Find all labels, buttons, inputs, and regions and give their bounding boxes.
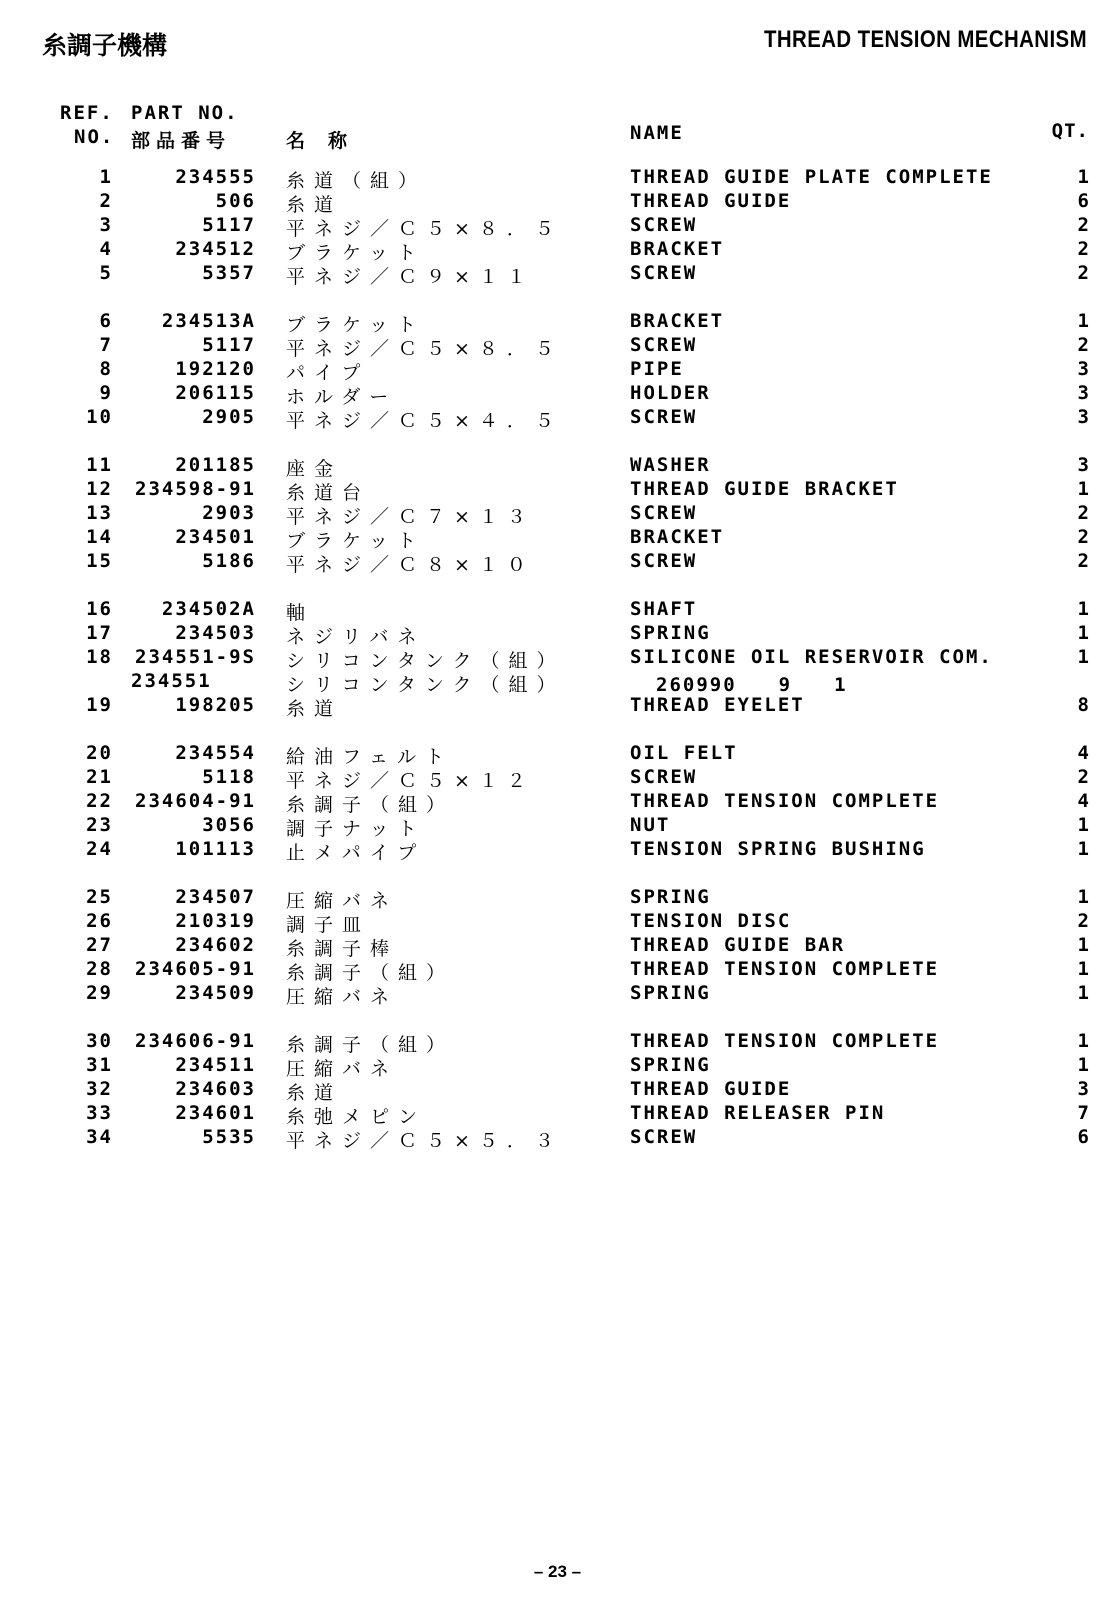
jp-name: 平ネジ／Ｃ８×１０	[286, 554, 535, 576]
table-row	[0, 694, 1115, 718]
jp-name: 糸調子（組）	[286, 962, 455, 984]
jp-name: 糸道	[286, 1082, 343, 1104]
header-part-line1: PART NO.	[131, 102, 239, 124]
parts-table	[0, 166, 1115, 1174]
table-row	[0, 1102, 1115, 1126]
part-name: TENSION SPRING BUSHING	[630, 838, 926, 860]
part-name: WASHER	[630, 454, 711, 476]
jp-name: 糸弛メピン	[286, 1106, 427, 1128]
quantity: 4	[1077, 790, 1089, 812]
part-name: SHAFT	[630, 598, 698, 620]
jp-name: 糸道	[286, 194, 343, 216]
part-name: THREAD GUIDE	[630, 1078, 792, 1100]
header-jp-name: 名 称	[286, 130, 350, 152]
part-no: 234512	[175, 238, 256, 260]
part-name: SPRING	[630, 622, 711, 644]
row-group	[0, 742, 1115, 862]
row-group	[0, 454, 1115, 574]
part-name: SCREW	[630, 766, 698, 788]
table-row	[0, 1054, 1115, 1078]
quantity: 6	[1077, 1126, 1089, 1148]
part-no: 234503	[175, 622, 256, 644]
row-group	[0, 310, 1115, 430]
quantity: 1	[1077, 598, 1089, 620]
part-no: 2903	[202, 502, 256, 524]
jp-name: 平ネジ／Ｃ７×１３	[286, 506, 535, 528]
part-no: 101113	[175, 838, 256, 860]
ref-no: 16	[86, 598, 113, 620]
jp-name: 座金	[286, 458, 343, 480]
ref-no: 6	[99, 310, 113, 332]
ref-no: 10	[86, 406, 113, 428]
jp-name: 給油フェルト	[286, 746, 454, 768]
jp-name: 糸道（組）	[286, 170, 427, 192]
part-name: 260990 9 1	[656, 674, 848, 696]
ref-no: 32	[86, 1078, 113, 1100]
row-group	[0, 166, 1115, 286]
table-row	[0, 1078, 1115, 1102]
quantity: 1	[1077, 478, 1089, 500]
ref-no: 22	[86, 790, 113, 812]
ref-no: 3	[99, 214, 113, 236]
table-row	[0, 310, 1115, 334]
table-row	[0, 526, 1115, 550]
part-no: 206115	[175, 382, 256, 404]
table-row	[0, 766, 1115, 790]
ref-no: 14	[86, 526, 113, 548]
part-name: THREAD TENSION COMPLETE	[630, 1030, 940, 1052]
jp-name: シリコンタンク（組）	[286, 674, 565, 696]
part-no: 506	[215, 190, 256, 212]
jp-name: シリコンタンク（組）	[286, 650, 565, 672]
table-row	[0, 358, 1115, 382]
part-no: 234606-91	[135, 1030, 256, 1052]
part-name: SCREW	[630, 550, 698, 572]
part-no: 234511	[175, 1054, 256, 1076]
quantity: 1	[1077, 310, 1089, 332]
part-name: SCREW	[630, 262, 698, 284]
part-no: 234551-9S	[135, 646, 256, 668]
quantity: 1	[1077, 838, 1089, 860]
table-row	[0, 214, 1115, 238]
part-no: 234602	[175, 934, 256, 956]
ref-no: 20	[86, 742, 113, 764]
jp-name: 圧縮バネ	[286, 1058, 399, 1080]
part-name: SCREW	[630, 1126, 698, 1148]
jp-name: 調子皿	[286, 914, 371, 936]
part-no: 234555	[175, 166, 256, 188]
part-name: SCREW	[630, 214, 698, 236]
part-name: TENSION DISC	[630, 910, 792, 932]
jp-name: 調子ナット	[286, 818, 426, 840]
ref-no: 13	[86, 502, 113, 524]
part-name: THREAD TENSION COMPLETE	[630, 958, 940, 980]
ref-no: 4	[99, 238, 113, 260]
quantity: 1	[1077, 646, 1089, 668]
quantity: 2	[1077, 526, 1089, 548]
quantity: 1	[1077, 814, 1089, 836]
part-no: 234502A	[161, 598, 256, 620]
part-name: SPRING	[630, 1054, 711, 1076]
jp-name: ブラケット	[286, 314, 426, 336]
jp-name: 平ネジ／Ｃ５×５．３	[286, 1130, 563, 1152]
quantity: 1	[1077, 1030, 1089, 1052]
part-name: THREAD GUIDE	[630, 190, 792, 212]
jp-name: ブラケット	[286, 530, 426, 552]
part-no: 192120	[175, 358, 256, 380]
table-row	[0, 238, 1115, 262]
ref-no: 33	[86, 1102, 113, 1124]
quantity: 2	[1077, 238, 1089, 260]
quantity: 3	[1077, 1078, 1089, 1100]
part-no: 234509	[175, 982, 256, 1004]
jp-name: 糸調子（組）	[286, 794, 455, 816]
ref-no: 12	[86, 478, 113, 500]
table-row	[0, 670, 1115, 694]
jp-name: ブラケット	[286, 242, 426, 264]
table-row	[0, 982, 1115, 1006]
part-no: 5535	[202, 1126, 256, 1148]
part-name: SILICONE OIL RESERVOIR COM.	[630, 646, 993, 668]
quantity: 2	[1077, 910, 1089, 932]
header-part-line2: 部品番号	[131, 130, 232, 152]
part-no: 234604-91	[135, 790, 256, 812]
quantity: 3	[1077, 454, 1089, 476]
ref-no: 23	[86, 814, 113, 836]
quantity: 1	[1077, 1054, 1089, 1076]
part-no: 2905	[202, 406, 256, 428]
quantity: 3	[1077, 382, 1089, 404]
part-no: 234603	[175, 1078, 256, 1100]
table-row	[0, 166, 1115, 190]
part-name: THREAD GUIDE PLATE COMPLETE	[630, 166, 993, 188]
ref-no: 25	[86, 886, 113, 908]
part-no: 234551	[131, 670, 212, 692]
ref-no: 9	[99, 382, 113, 404]
row-group	[0, 886, 1115, 1006]
part-no: 5357	[202, 262, 256, 284]
header-ref-line1: REF.	[60, 102, 114, 124]
jp-name: 止メパイプ	[286, 842, 426, 864]
part-name: BRACKET	[630, 310, 725, 332]
table-row	[0, 478, 1115, 502]
ref-no: 18	[86, 646, 113, 668]
table-row	[0, 886, 1115, 910]
part-name: PIPE	[630, 358, 684, 380]
part-name: SCREW	[630, 334, 698, 356]
quantity: 1	[1077, 982, 1089, 1004]
part-no: 210319	[175, 910, 256, 932]
part-name: NUT	[630, 814, 671, 836]
quantity: 2	[1077, 550, 1089, 572]
row-group	[0, 1030, 1115, 1150]
ref-no: 5	[99, 262, 113, 284]
quantity: 2	[1077, 766, 1089, 788]
ref-no: 17	[86, 622, 113, 644]
quantity: 1	[1077, 958, 1089, 980]
part-name: THREAD EYELET	[630, 694, 805, 716]
table-row	[0, 262, 1115, 286]
jp-name: 平ネジ／Ｃ５×１２	[286, 770, 535, 792]
table-row	[0, 382, 1115, 406]
table-row	[0, 454, 1115, 478]
part-no: 234598-91	[135, 478, 256, 500]
header-qty: QT.	[1051, 120, 1089, 142]
table-row	[0, 790, 1115, 814]
part-name: SPRING	[630, 886, 711, 908]
part-name: THREAD TENSION COMPLETE	[630, 790, 940, 812]
jp-name: 軸	[286, 602, 315, 624]
ref-no: 1	[99, 166, 113, 188]
part-name: BRACKET	[630, 238, 725, 260]
ref-no: 19	[86, 694, 113, 716]
part-no: 5186	[202, 550, 256, 572]
part-name: HOLDER	[630, 382, 711, 404]
ref-no: 11	[86, 454, 113, 476]
ref-no: 24	[86, 838, 113, 860]
jp-name: パイプ	[286, 362, 370, 384]
jp-name: 圧縮バネ	[286, 986, 399, 1008]
table-row	[0, 190, 1115, 214]
table-row	[0, 598, 1115, 622]
table-row	[0, 550, 1115, 574]
jp-name: ネジリバネ	[286, 626, 426, 648]
quantity: 7	[1077, 1102, 1089, 1124]
page-number: – 23 –	[533, 1562, 582, 1581]
table-row	[0, 910, 1115, 934]
table-row	[0, 502, 1115, 526]
part-no: 234601	[175, 1102, 256, 1124]
part-no: 201185	[175, 454, 256, 476]
table-row	[0, 406, 1115, 430]
jp-name: 平ネジ／Ｃ９×１１	[286, 266, 535, 288]
quantity: 4	[1077, 742, 1089, 764]
part-no: 5118	[202, 766, 256, 788]
table-row	[0, 934, 1115, 958]
header-name: NAME	[630, 122, 684, 144]
jp-name: 平ネジ／Ｃ５×４．５	[286, 410, 563, 432]
table-row	[0, 646, 1115, 670]
part-no: 234605-91	[135, 958, 256, 980]
ref-no: 7	[99, 334, 113, 356]
ref-no: 26	[86, 910, 113, 932]
part-no: 234501	[175, 526, 256, 548]
ref-no: 31	[86, 1054, 113, 1076]
ref-no: 28	[86, 958, 113, 980]
quantity: 8	[1077, 694, 1089, 716]
row-group	[0, 598, 1115, 718]
table-row	[0, 838, 1115, 862]
jp-name: 糸調子（組）	[286, 1034, 455, 1056]
table-row	[0, 742, 1115, 766]
jp-name: 糸道	[286, 698, 343, 720]
part-no: 5117	[202, 214, 256, 236]
ref-no: 29	[86, 982, 113, 1004]
jp-name: 圧縮バネ	[286, 890, 399, 912]
page-title-en: THREAD TENSION MECHANISM	[763, 26, 1087, 53]
quantity: 2	[1077, 334, 1089, 356]
part-name: THREAD GUIDE BAR	[630, 934, 846, 956]
part-no: 234507	[175, 886, 256, 908]
quantity: 1	[1077, 166, 1089, 188]
jp-name: 糸調子棒	[286, 938, 399, 960]
header-ref-line2: NO.	[74, 126, 115, 148]
quantity: 2	[1077, 262, 1089, 284]
table-row	[0, 1030, 1115, 1054]
ref-no: 2	[99, 190, 113, 212]
jp-name: 平ネジ／Ｃ５×８．５	[286, 338, 563, 360]
part-name: BRACKET	[630, 526, 725, 548]
table-row	[0, 1126, 1115, 1150]
part-no: 234554	[175, 742, 256, 764]
quantity: 1	[1077, 622, 1089, 644]
part-name: SCREW	[630, 502, 698, 524]
table-row	[0, 622, 1115, 646]
quantity: 6	[1077, 190, 1089, 212]
table-row	[0, 958, 1115, 982]
ref-no: 8	[99, 358, 113, 380]
page-title-jp: 糸調子機構	[42, 31, 168, 60]
quantity: 1	[1077, 934, 1089, 956]
quantity: 1	[1077, 886, 1089, 908]
quantity: 3	[1077, 406, 1089, 428]
ref-no: 27	[86, 934, 113, 956]
part-name: THREAD RELEASER PIN	[630, 1102, 886, 1124]
jp-name: 糸道台	[286, 482, 371, 504]
quantity: 3	[1077, 358, 1089, 380]
quantity: 2	[1077, 502, 1089, 524]
ref-no: 21	[86, 766, 113, 788]
part-name: SPRING	[630, 982, 711, 1004]
part-no: 5117	[202, 334, 256, 356]
part-no: 234513A	[161, 310, 256, 332]
part-name: THREAD GUIDE BRACKET	[630, 478, 899, 500]
jp-name: 平ネジ／Ｃ５×８．５	[286, 218, 563, 240]
quantity: 2	[1077, 214, 1089, 236]
table-row	[0, 814, 1115, 838]
ref-no: 30	[86, 1030, 113, 1052]
ref-no: 34	[86, 1126, 113, 1148]
part-name: OIL FELT	[630, 742, 738, 764]
part-no: 198205	[175, 694, 256, 716]
part-name: SCREW	[630, 406, 698, 428]
ref-no: 15	[86, 550, 113, 572]
table-row	[0, 334, 1115, 358]
jp-name: ホルダー	[286, 386, 398, 408]
part-no: 3056	[202, 814, 256, 836]
